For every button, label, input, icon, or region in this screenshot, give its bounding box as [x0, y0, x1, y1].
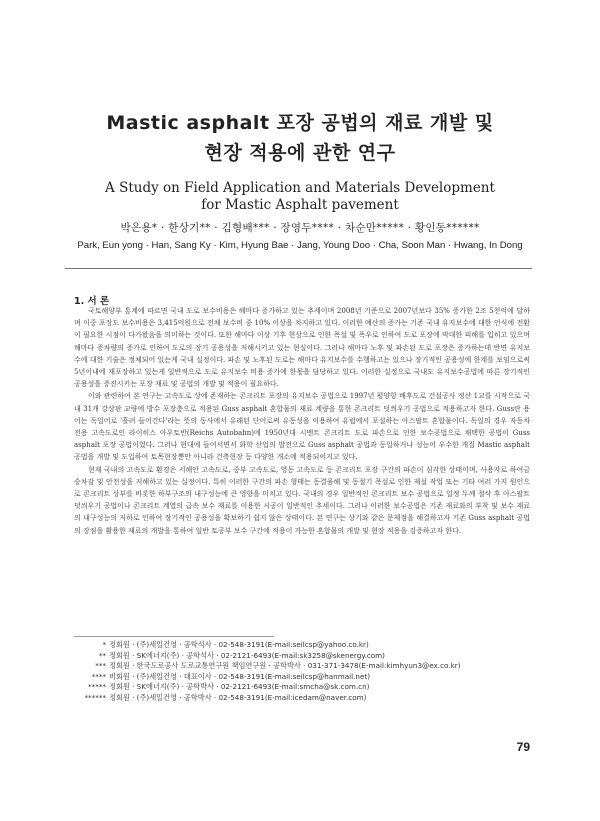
footnote-text: 정회원 · (주)세일건영 · 공학박사 · 02-548-3191(E-mail:icedam@naver.com)	[109, 692, 367, 702]
section-heading: 1. 서 론	[74, 296, 110, 307]
footnote	[74, 640, 504, 651]
footnote-text: 정회원 · 한국도로공사 도로교통연구원 책임연구원 · 공학박사 · 031-371-3478(E-mail:kimhyun3@ex.co.kr)	[109, 661, 461, 671]
title-korean-line-2: 현장 적용에 관한 연구	[204, 142, 396, 164]
footnote-mark: ****	[91, 671, 106, 681]
title-korean-line-1: Mastic asphalt 포장 공법의 재료 개발 및	[106, 112, 494, 134]
header-divider	[65, 268, 532, 269]
body-text	[74, 305, 530, 627]
footnote-mark: *****	[88, 682, 106, 692]
footnote	[74, 693, 504, 704]
authors-korean: 박은용* · 한상기** · 김형배*** · 장영두**** · 차순만***** · 황인동******	[120, 222, 480, 234]
footnote-text: 비회원 · (주)세일건영 · 대표이사 · 02-548-3191(E-mail:seilcsp@hanmail.net)	[109, 671, 370, 681]
footnote	[74, 672, 504, 683]
footnote-text: 정회원 · (주)세일건영 · 공학석사 · 02-548-3191(E-mail:seilcsp@yahoo.co.kr)	[109, 640, 369, 649]
footnote-mark: ******	[84, 692, 106, 702]
title-english-line-1: A Study on Field Application and Materials Development	[105, 180, 495, 196]
paragraph-2: 이와 관련하여 본 연구는 고속도로 상에 존재하는 콘크리트 포장의 유지보수 공법으로 1997년 평양항 배후도로 건설공사 정산 1교를 시작으로 국내 31개 강상판 교량에 방수 포장층으로 적용된 Guss asphalt 혼합물의 재료 계량을 통한 콘크리트 덧씌우기 공법으로 적용하고자 한다. Guss란 용어는 독일어로 '흘려 들어간다'라는 뜻의 동사에서 유래된 단어로써 유동성을 이용하여 유럽에서 포설하는 아스팔트 혼합물이다. 독일의 경우 자동차 전용 고속도로인 라이히스 아우토반(Reichs Autobahn)에 1950년대 시멘트 콘크리트 도로 파손으로 인한 보수공법으로 채택한 공법이 Guss asphalt 포장 공법이었다. 그러나 현대에 들어서면서 화학 산업의 발전으로 Guss asphalt 공법과 동일하거나 성능이 우수한 개질 Mastic asphalt 공법을 개발 및 도입하여 토목현장뿐만 아니라 건축현장 등 다양한 개소에 적용되어지고 있다.	[74, 392, 530, 462]
authors-english: Park, Eun yong · Han, Sang Ky · Kim, Hyung Bae · Jang, Young Doo · Cha, Soon Man · Hwang, In Dong	[77, 240, 523, 251]
footnote-mark: **	[98, 650, 106, 660]
page-number: 79	[516, 740, 530, 754]
title-english-line-2: for Mastic Asphalt pavement	[201, 197, 399, 213]
footnotes	[74, 640, 504, 704]
footnote-mark: *	[102, 640, 106, 649]
footnote	[74, 661, 504, 672]
footnote-divider	[74, 636, 274, 637]
footnote-mark: ***	[95, 661, 106, 671]
footnote-text: 정회원 · SK에너지(주) · 공학박사 · 02-2121-6493(E-mail:smcha@sk.com.cn)	[109, 682, 370, 692]
paragraph-3: 현재 국내의 고속도로 환경은 서해안 고속도로, 중부 고속도로, 영동 고속도로 등 콘크리트 포장 구간의 파손이 심각한 상태이며, 사용자로 하여금 승차감 및 안전성을 저해하고 있는 실정이다. 특히 이러한 구간의 파손 형태는 동결융해 및 동절기 폭설로 인한 제설 작업 또는 기타 여러 가지 원인으로 콘크리트 상부를 비롯한 하부구조의 내구성능에 큰 영향을 미치고 있다. 국내의 경우 일반적인 콘크리트 보수 공법으로 일정 두께 절삭 후 아스팔트 덧씌우기 공법이나 콘크리트 계열의 급속 보수 재료를 이용한 시공이 일반적인 추세이다. 그러나 이러한 보수공법은 기존 재료와의 부착 및 보수 재료의 내구성능의 저하로 인하여 장기적인 공용성을 확보하기 쉽지 않은 상태이다. 본 연구는 상기와 같은 문제점을 해결하고자 기존 Guss asphalt 공법의 장점을 활용한 재료의 개발을 통하여 일반 토공부 보수 구간에 적용이 가능한 혼합물의 개발 및 현장 적용을 검증하고자 한다.	[74, 465, 530, 535]
paragraph-1: 국토해양부 통계에 따르면 국내 도로 보수비용은 해마다 증가하고 있는 추세이며 2008년 기준으로 2007년보다 35% 증가한 2조 5천억에 달하며 이중 포장도 보수비용은 3,415억원으로 전체 보수비 중 10% 이상을 차지하고 있다. 이러한 예산의 증가는 기존 국내 유지보수에 대한 인식에 전환이 필요한 시점이 다가왔음을 의미하는 것이다. 또한 해마다 이상 기후 현상으로 인한 폭설 및 폭우로 인하여 도로 포장에 막대한 피해를 입히고 있으며 해마다 증차량의 증가로 인하여 도로의 장기 공용성을 저해시키고 있는 현실이다. 그러나 해마다 노후 및 파손된 도로 포장은 증가하는데 반면 유지보수에 대한 기술은 정체되어 있는게 국내 실정이다. 파손 및 노후된 도로는 해마다 유지보수를 수행하고는 있으나 장기적인 공용성에 한계를 보임으로써 5년이내에 재포장하고 있는게 일반적으로 도로 유지보수 비용 증가에 한몫을 담당하고 있다. 이러한 실정으로 국내도 유지보수공법에 따른 장기적인 공용성을 증진시키는 포장 재료 및 공법의 개발 및 적용이 필요하다.	[74, 307, 530, 389]
footnote	[74, 651, 504, 662]
footnote	[74, 682, 504, 693]
footnote-text: 정회원 · SK에너지(주) · 공학석사 · 02-2121-6493(E-mail:sk3258@skenergy.com)	[109, 650, 385, 660]
